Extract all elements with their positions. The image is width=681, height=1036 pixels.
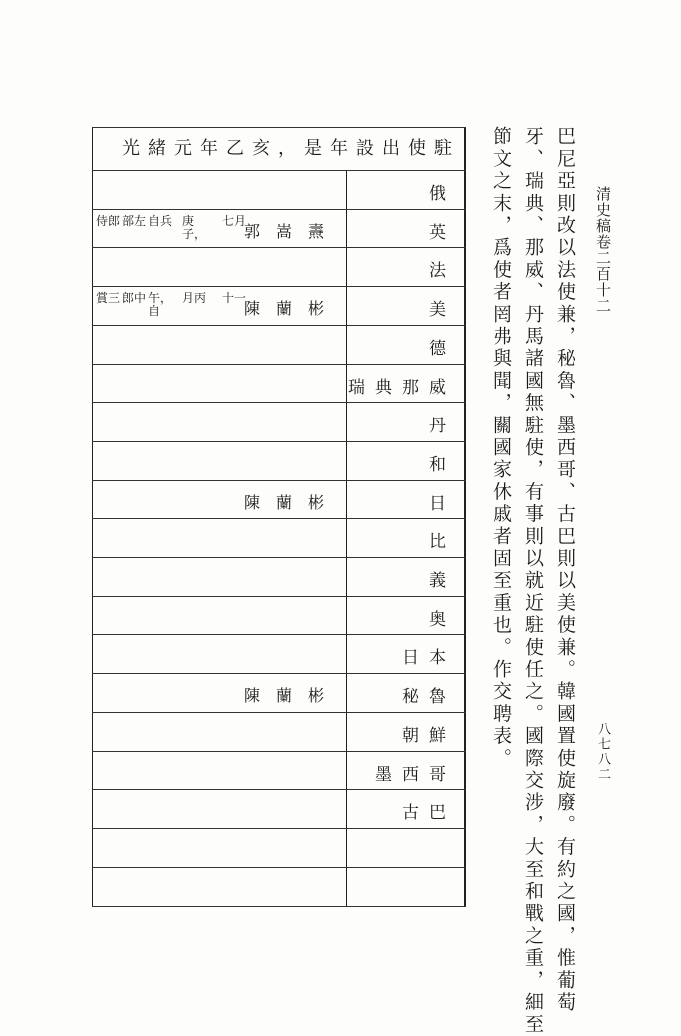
table-row-divider	[92, 828, 466, 829]
envoy-name: 陳蘭彬	[243, 299, 340, 318]
table-row-divider	[92, 634, 466, 635]
country-cell: 瑞典那威	[348, 378, 456, 398]
table-row-divider	[92, 712, 466, 713]
body-column-3: 節文之末，爲使者罔弗與聞，關國家休戚者固至重也。作交聘表。	[490, 126, 512, 770]
table-header-divider	[92, 170, 466, 171]
page-number: 八七八二	[595, 722, 610, 782]
country-cell: 俄	[429, 184, 456, 204]
table-row-divider	[92, 364, 466, 365]
appointment-note: 十一	[222, 291, 247, 305]
appointment-note: 月丙	[182, 291, 207, 305]
appointment-note: 庚子，	[182, 214, 207, 241]
envoy-name: 陳蘭彬	[243, 686, 340, 705]
table-row-divider	[92, 596, 466, 597]
appointment-note: 郎中	[122, 291, 147, 305]
table-row-divider	[92, 867, 466, 868]
appointment-note: 賞三	[96, 291, 121, 305]
table-row-divider	[92, 751, 466, 752]
table-row-divider	[92, 441, 466, 442]
table-row-divider	[92, 286, 466, 287]
table-row-divider	[92, 209, 466, 210]
body-column-1: 巴尼亞則改以法使兼，秘魯、墨西哥、古巴則以美使兼。韓國置使旋廢。有約之國，惟葡萄	[554, 126, 576, 1014]
body-column-2: 牙、瑞典、那威、丹馬諸國無駐使，有事則以就近駐使任之。國際交涉，大至和戰之重，細至	[522, 126, 544, 1036]
book-title: 清史稿卷二百十二	[594, 186, 612, 314]
country-cell: 和	[429, 455, 456, 475]
table-right-border	[464, 127, 466, 907]
country-cell: 英	[429, 223, 456, 243]
appointment-note: 午，自	[148, 291, 173, 318]
table-row-divider	[92, 789, 466, 790]
envoy-name: 陳蘭彬	[243, 493, 340, 512]
table-bottom-border	[92, 906, 466, 907]
country-cell: 朝鮮	[402, 726, 456, 746]
country-cell: 比	[429, 532, 456, 552]
appointment-note: 自兵	[148, 214, 173, 228]
table-row-divider	[92, 247, 466, 248]
table-top-border	[92, 127, 466, 128]
country-cell: 法	[429, 261, 456, 281]
appointment-note: 七月	[222, 214, 247, 228]
table-row-divider	[92, 325, 466, 326]
table-row-divider	[92, 480, 466, 481]
table-row-divider	[92, 673, 466, 674]
country-cell: 義	[429, 571, 456, 591]
country-cell: 墨西哥	[375, 765, 456, 785]
table-row-divider	[92, 402, 466, 403]
appointment-note: 部左	[122, 214, 147, 228]
country-cell: 日	[429, 494, 456, 514]
table-left-border	[92, 127, 93, 907]
country-cell: 丹	[429, 416, 456, 436]
appointment-note: 侍郎	[96, 214, 121, 228]
country-cell: 日本	[402, 648, 456, 668]
country-cell: 美	[429, 300, 456, 320]
table-row-divider	[92, 518, 466, 519]
country-cell: 德	[429, 339, 456, 359]
country-cell: 古巴	[402, 803, 456, 823]
table-row-divider	[92, 557, 466, 558]
envoy-name: 郭嵩燾	[243, 222, 340, 241]
table-header: 光緒元年乙亥，是年設出使駐	[122, 138, 460, 159]
country-cell: 秘魯	[402, 687, 456, 707]
country-cell: 奥	[429, 610, 456, 630]
